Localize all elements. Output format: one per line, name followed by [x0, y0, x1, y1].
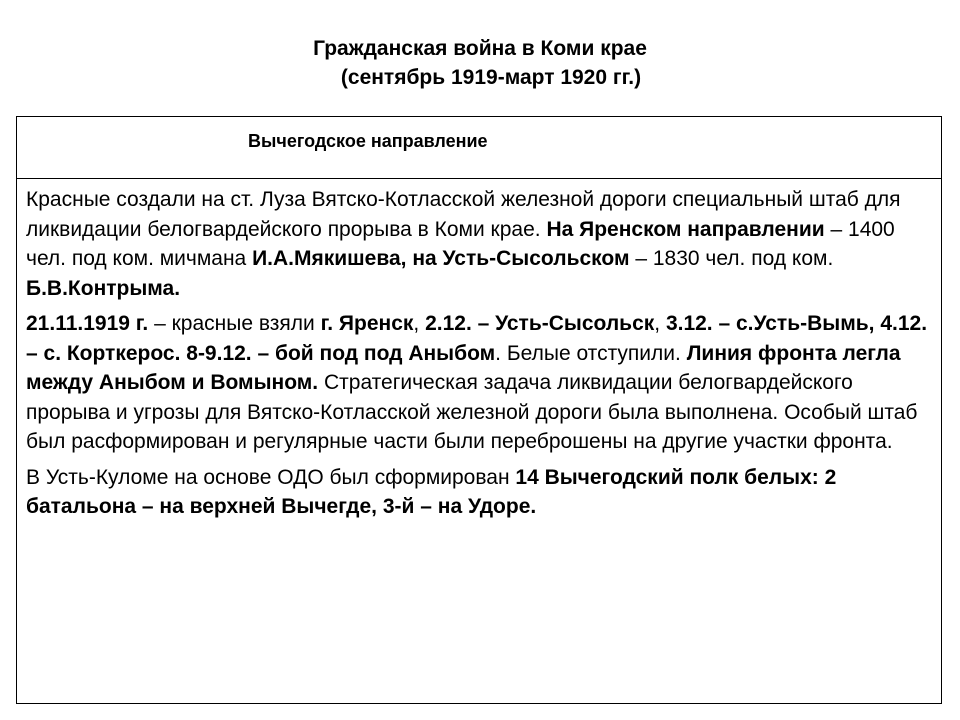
p2-text-3: , — [654, 312, 666, 335]
paragraph-3 — [26, 463, 931, 522]
p2-text-2: , — [413, 312, 426, 335]
p3-text-1: В Усть-Куломе на основе ОДО был сформирован — [26, 465, 516, 489]
table-header-cell — [17, 117, 941, 179]
slide-title — [0, 34, 960, 92]
title-line-2: (сентябрь 1919-март 1920 гг.) — [340, 66, 642, 89]
p2-bold-1: 21.11.1919 г. — [26, 312, 149, 335]
p1-text-1: Красные создали на ст. Луза Вятско-Котласской железной дороги специальный штаб для ликвидации белогвардейского прорыва в Коми крае. — [26, 188, 901, 241]
p2-text-4: . Белые отступили. — [495, 341, 687, 365]
p1-bold-2: И.А.Мякишева, на Усть-Сысольском — [252, 247, 630, 270]
p2-bold-5: Линия фронта легла между Аныбом и Вомыном. — [26, 341, 901, 394]
p2-bold-3: 2.12. – Усть-Сысольск — [425, 312, 655, 335]
paragraph-2 — [26, 309, 931, 457]
p1-bold-1: На Яренском направлении — [546, 217, 825, 241]
table-header-label: Вычегодское направление — [248, 131, 488, 151]
p2-text-5: Стратегическая задача ликвидации белогвардейского прорыва и угрозы для Вятско-Котласской железной дороги была выполнена. Особый штаб был расформирован и регулярные части были переброшены на другие участки фронта. — [26, 371, 918, 453]
p1-bold-3: Б.В.Контрыма. — [26, 276, 181, 300]
content-table — [16, 116, 942, 704]
p1-text-3: – 1830 чел. под ком. — [629, 247, 834, 270]
p2-bold-2: г. Яренск — [320, 312, 414, 335]
p3-bold-1: 14 Вычегодский полк белых: 2 батальона – на верхней Вычегде, 3-й – на Удоре. — [26, 465, 837, 518]
p1-text-2: – 1400 чел. под ком. мичмана — [26, 217, 895, 270]
paragraph-1 — [26, 185, 931, 303]
p2-bold-4: 3.12. – с.Усть-Вымь, 4.12. – с. Корткерос. 8-9.12. – бой под под Аныбом — [26, 312, 928, 365]
p2-text-1: – красные взяли — [148, 312, 321, 335]
table-body-cell — [26, 185, 931, 528]
title-line-1: Гражданская война в Коми крае — [313, 37, 647, 60]
